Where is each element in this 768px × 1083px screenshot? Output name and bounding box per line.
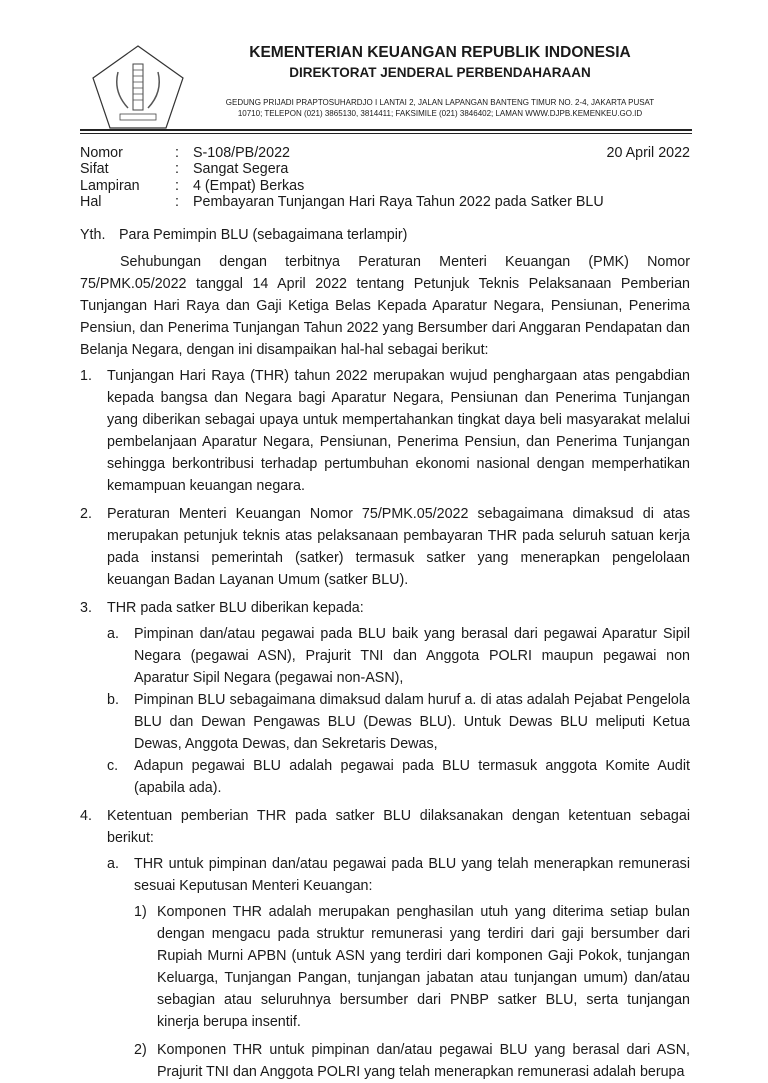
recipient <box>80 224 690 246</box>
recipient-prefix: Yth. <box>80 227 106 244</box>
header-rule <box>80 129 692 131</box>
list-item-2 <box>80 503 690 591</box>
subitem-text: Pimpinan BLU sebagaimana dimaksud dalam huruf a. di atas adalah Pejabat Pengelola BLU dan Dewan Pengawas BLU (Dewas BLU). Untuk Dewas BLU meliputi Ketua Dewas, Anggota Dewas, dan Sekretaris Dewas, <box>134 692 690 753</box>
list-item-4 <box>80 805 690 1083</box>
subitem-letter: a. <box>107 626 119 643</box>
letterhead-address <box>190 98 690 119</box>
item-text: Ketentuan pemberian THR pada satker BLU dilaksanakan dengan ketentuan sebagai berikut: <box>107 808 690 847</box>
meta-row-sifat <box>80 161 690 177</box>
item-number: 3. <box>80 600 92 617</box>
subitem-letter: a. <box>107 856 119 873</box>
meta-sep: : <box>175 193 179 210</box>
list-item-3 <box>80 597 690 799</box>
subitem-letter: c. <box>107 758 119 775</box>
directorate-name: DIREKTORAT JENDERAL PERBENDAHARAAN <box>289 65 591 80</box>
intro-paragraph: Sehubungan dengan terbitnya Peraturan Menteri Keuangan (PMK) Nomor 75/PMK.05/2022 tanggal 14 April 2022 tentang Petunjuk Teknis Pelaksanaan Pemberian Tunjangan Hari Raya dan Gaji Ketiga Belas Kepada Aparatur Negara, Pensiunan, Penerima Pensiun, dan Penerima Tunjangan Tahun 2022 yang Bersumber dari Anggaran Pendapatan dan Belanja Negara, dengan ini disampaikan hal-hal sebagai berikut: <box>80 254 690 359</box>
meta-value: 4 (Empat) Berkas <box>193 177 305 194</box>
subsubitem-text: Komponen THR untuk pimpinan dan/atau pegawai BLU yang berasal dari ASN, Prajurit TNI dan Anggota POLRI yang telah menerapkan remunerasi adalah berupa <box>157 1042 690 1081</box>
meta-value: Sangat Segera <box>193 161 289 178</box>
ministry-logo <box>88 42 188 132</box>
subitem-text: Adapun pegawai BLU adalah pegawai pada BLU termasuk anggota Komite Audit (apabila ada). <box>134 758 690 797</box>
address-line: GEDUNG PRIJADI PRAPTOSUHARDJO I LANTAI 2, JALAN LAPANGAN BANTENG TIMUR NO. 2-4, JAKARTA PUSAT <box>225 98 655 107</box>
subsubitem-1 <box>134 901 690 1033</box>
contact-line: 10710; TELEPON (021) 3865130, 3814411; FAKSIMILE (021) 3846402; LAMAN WWW.DJPB.KEMENKEU.GO.ID <box>237 108 643 118</box>
meta-sep: : <box>175 161 179 178</box>
ministry-name: KEMENTERIAN KEUANGAN REPUBLIK INDONESIA <box>249 44 631 61</box>
item-number: 1. <box>80 368 92 385</box>
meta-row-hal <box>80 194 690 210</box>
subitem-text: Pimpinan dan/atau pegawai pada BLU baik yang berasal dari pegawai Aparatur Sipil Negara (pegawai ASN), Prajurit TNI dan Anggota POLRI maupun pegawai non Aparatur Sipil Negara (pegawai non-ASN), <box>134 626 690 687</box>
meta-sep: : <box>175 145 179 161</box>
subsubitem-2 <box>134 1039 690 1083</box>
meta-sep: : <box>175 177 179 194</box>
letter-meta <box>80 145 690 210</box>
recipient-name: Para Pemimpin BLU (sebagaimana terlampir) <box>119 227 408 244</box>
subitem-letter: b. <box>107 692 119 709</box>
item-text: Tunjangan Hari Raya (THR) tahun 2022 merupakan wujud penghargaan atas pengabdian kepada bangsa dan Negara bagi Aparatur Negara, Pensiunan dan Penerima Tunjangan yang diberikan sebagai upaya untuk mempertahankan tingkat daya beli masyarakat melalui pembelanjaan Aparatur Negara, Pensiunan, Penerima Pensiun, dan Penerima Tunjangan sehingga berkontribusi terhadap pertumbuhan ekonomi nasional dengan memperhatikan kemampuan keuangan negara. <box>107 368 690 495</box>
meta-value: Pembayaran Tunjangan Hari Raya Tahun 2022 pada Satker BLU <box>193 193 604 210</box>
meta-label: Nomor <box>80 145 123 161</box>
item-number: 2. <box>80 506 92 523</box>
subitem-text: THR untuk pimpinan dan/atau pegawai pada BLU yang telah menerapkan remunerasi sesuai Keputusan Menteri Keuangan: <box>134 856 690 895</box>
meta-label: Hal <box>80 193 102 210</box>
subitem-b <box>107 689 690 755</box>
item-text: THR pada satker BLU diberikan kepada: <box>107 600 364 617</box>
item-text: Peraturan Menteri Keuangan Nomor 75/PMK.05/2022 sebagaimana dimaksud di atas merupakan petunjuk teknis atas pelaksanaan pembayaran THR pada seluruh satuan kerja pada instansi pemerintah (satker) termasuk satker yang menerapkan pengelolaan keuangan Badan Layanan Umum (satker BLU). <box>107 506 690 589</box>
meta-label: Sifat <box>80 161 109 178</box>
letterhead <box>0 0 768 136</box>
subsubitem-text: Komponen THR adalah merupakan penghasilan utuh yang diterima setiap bulan dengan mengacu pada struktur remunerasi yang terdiri dari gaji bersumber dari Rupiah Murni APBN (untuk ASN yang terdiri dari komponen Gaji Pokok, tunjangan Keluarga, Tunjangan Pangan, tunjangan jabatan atau tunjangan umum) dan/atau sebagian atau seluruhnya bersumber dari PNBP satker BLU, serta tunjangan kinerja berupa insentif. <box>157 904 690 1031</box>
meta-row-lampiran <box>80 178 690 194</box>
item-number: 4. <box>80 808 92 825</box>
subsubitem-number: 2) <box>134 1042 147 1059</box>
meta-label: Lampiran <box>80 177 140 194</box>
meta-value: S-108/PB/2022 <box>193 145 290 161</box>
subitem-c <box>107 755 690 799</box>
letter-body <box>0 136 768 1083</box>
subitem-a <box>107 623 690 689</box>
letterhead-text <box>190 43 690 119</box>
subsubitem-number: 1) <box>134 904 147 921</box>
subitem-a <box>107 853 690 1083</box>
list-item-1 <box>80 365 690 497</box>
letter-date: 20 April 2022 <box>606 145 690 161</box>
header-rule-thin <box>80 133 692 134</box>
meta-row-nomor <box>80 145 690 161</box>
